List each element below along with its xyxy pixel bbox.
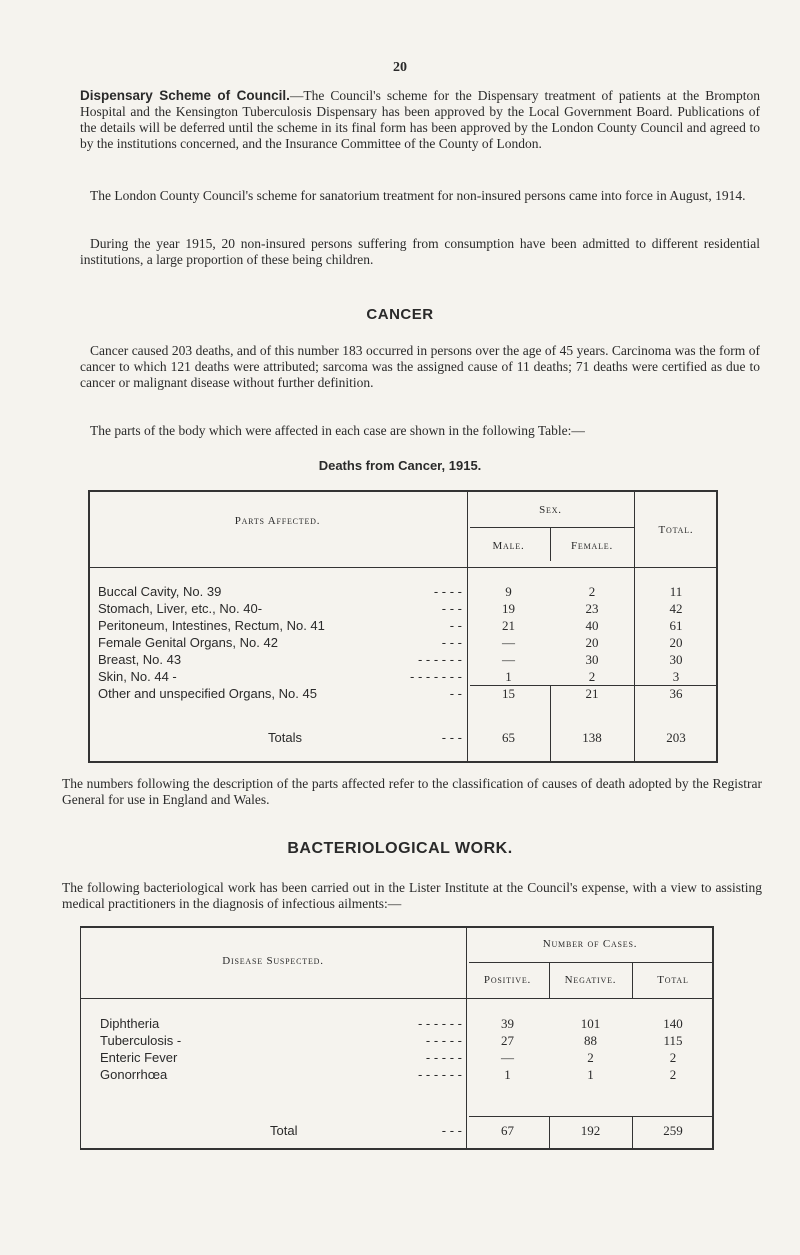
- cancer-heading: CANCER: [366, 306, 434, 323]
- header-female: Female.: [570, 540, 614, 552]
- lcc-paragraph: The London County Council's scheme for sanatorium treatment for non-insured persons came into force in August, 1914.: [90, 188, 746, 203]
- header-number-of-cases: Number of Cases.: [542, 938, 638, 950]
- header-parts-affected: Parts Affected.: [234, 515, 321, 527]
- dispensary-text: —The Council's scheme for the Dispensary treatment of patients at the Brompton Hospital and the Kensington Tuberculosis Dispensary has been approved by the Local Government Board. Publications of the details will be deferred until the scheme in its final form has been approved by the London County Council and agreed to by the institutions concerned, and the Insurance Committee of the County of London.: [80, 88, 760, 151]
- classification-note: The numbers following the description of the parts affected refer to the classification of causes of death adopted by the Registrar General for use in England and Wales.: [62, 776, 762, 807]
- page-number: 20: [393, 60, 407, 75]
- header-total: Total.: [658, 524, 694, 536]
- dispensary-title: Dispensary Scheme of Council.: [80, 88, 290, 103]
- cancer-table-intro: The parts of the body which were affected in each case are shown in the following Table:—: [90, 423, 585, 438]
- bacteriological-heading: BACTERIOLOGICAL WORK.: [287, 840, 513, 857]
- header-male: Male.: [492, 540, 525, 552]
- header-disease-suspected: Disease Suspected.: [222, 955, 324, 967]
- header-total: Total: [657, 974, 689, 986]
- year-1915-paragraph: During the year 1915, 20 non-insured persons suffering from consumption have been admitted to different residential institutions, a large proportion of these being children.: [80, 236, 760, 267]
- header-positive: Positive.: [483, 974, 532, 986]
- dispensary-paragraph: [80, 88, 760, 152]
- bacteriological-table: Disease Suspected. Number of Cases. Positive. Negative. Total Diphtheria - - - - - - 39 101 140 Tuberculosis - - - - - - 27 88 115 Enteric Fever - - - - - — 2 2 Gonorrhœa - - - - - - 1 1 2 Total - - - 67 192 259: [80, 926, 714, 1150]
- bacteriological-paragraph: The following bacteriological work has been carried out in the Lister Institute at the Council's expense, with a view to assisting medical practitioners in the diagnosis of infectious ailments:—: [62, 880, 762, 911]
- header-negative: Negative.: [564, 974, 617, 986]
- cancer-paragraph: Cancer caused 203 deaths, and of this number 183 occurred in persons over the age of 45 years. Carcinoma was the form of cancer to which 121 deaths were attributed; sarcoma was the assigned cause of 11 deaths; 71 deaths were certified as due to cancer or malignant disease without further definition.: [80, 343, 760, 390]
- header-sex: Sex.: [539, 504, 562, 516]
- cancer-table-title: Deaths from Cancer, 1915.: [318, 458, 482, 473]
- cancer-table: Parts Affected. Sex. Male. Female. Total. Buccal Cavity, No. 39 - - - - 9 2 11 Stomach, Liver, etc., No. 40- - - - 19 23 42 Peritoneum, Intestines, Rectum, No. 41 - - 21 40 61 Female Genital Organs, No. 42 - - - — 20 20 Breast, No. 43 - - - - - - — 30 30 Skin, No. 44 - - - - - - - - 1 2 3 Other and unspecified Organs, No. 45 - - 15 21 36 Totals - - - 65 138 203: [88, 490, 718, 763]
